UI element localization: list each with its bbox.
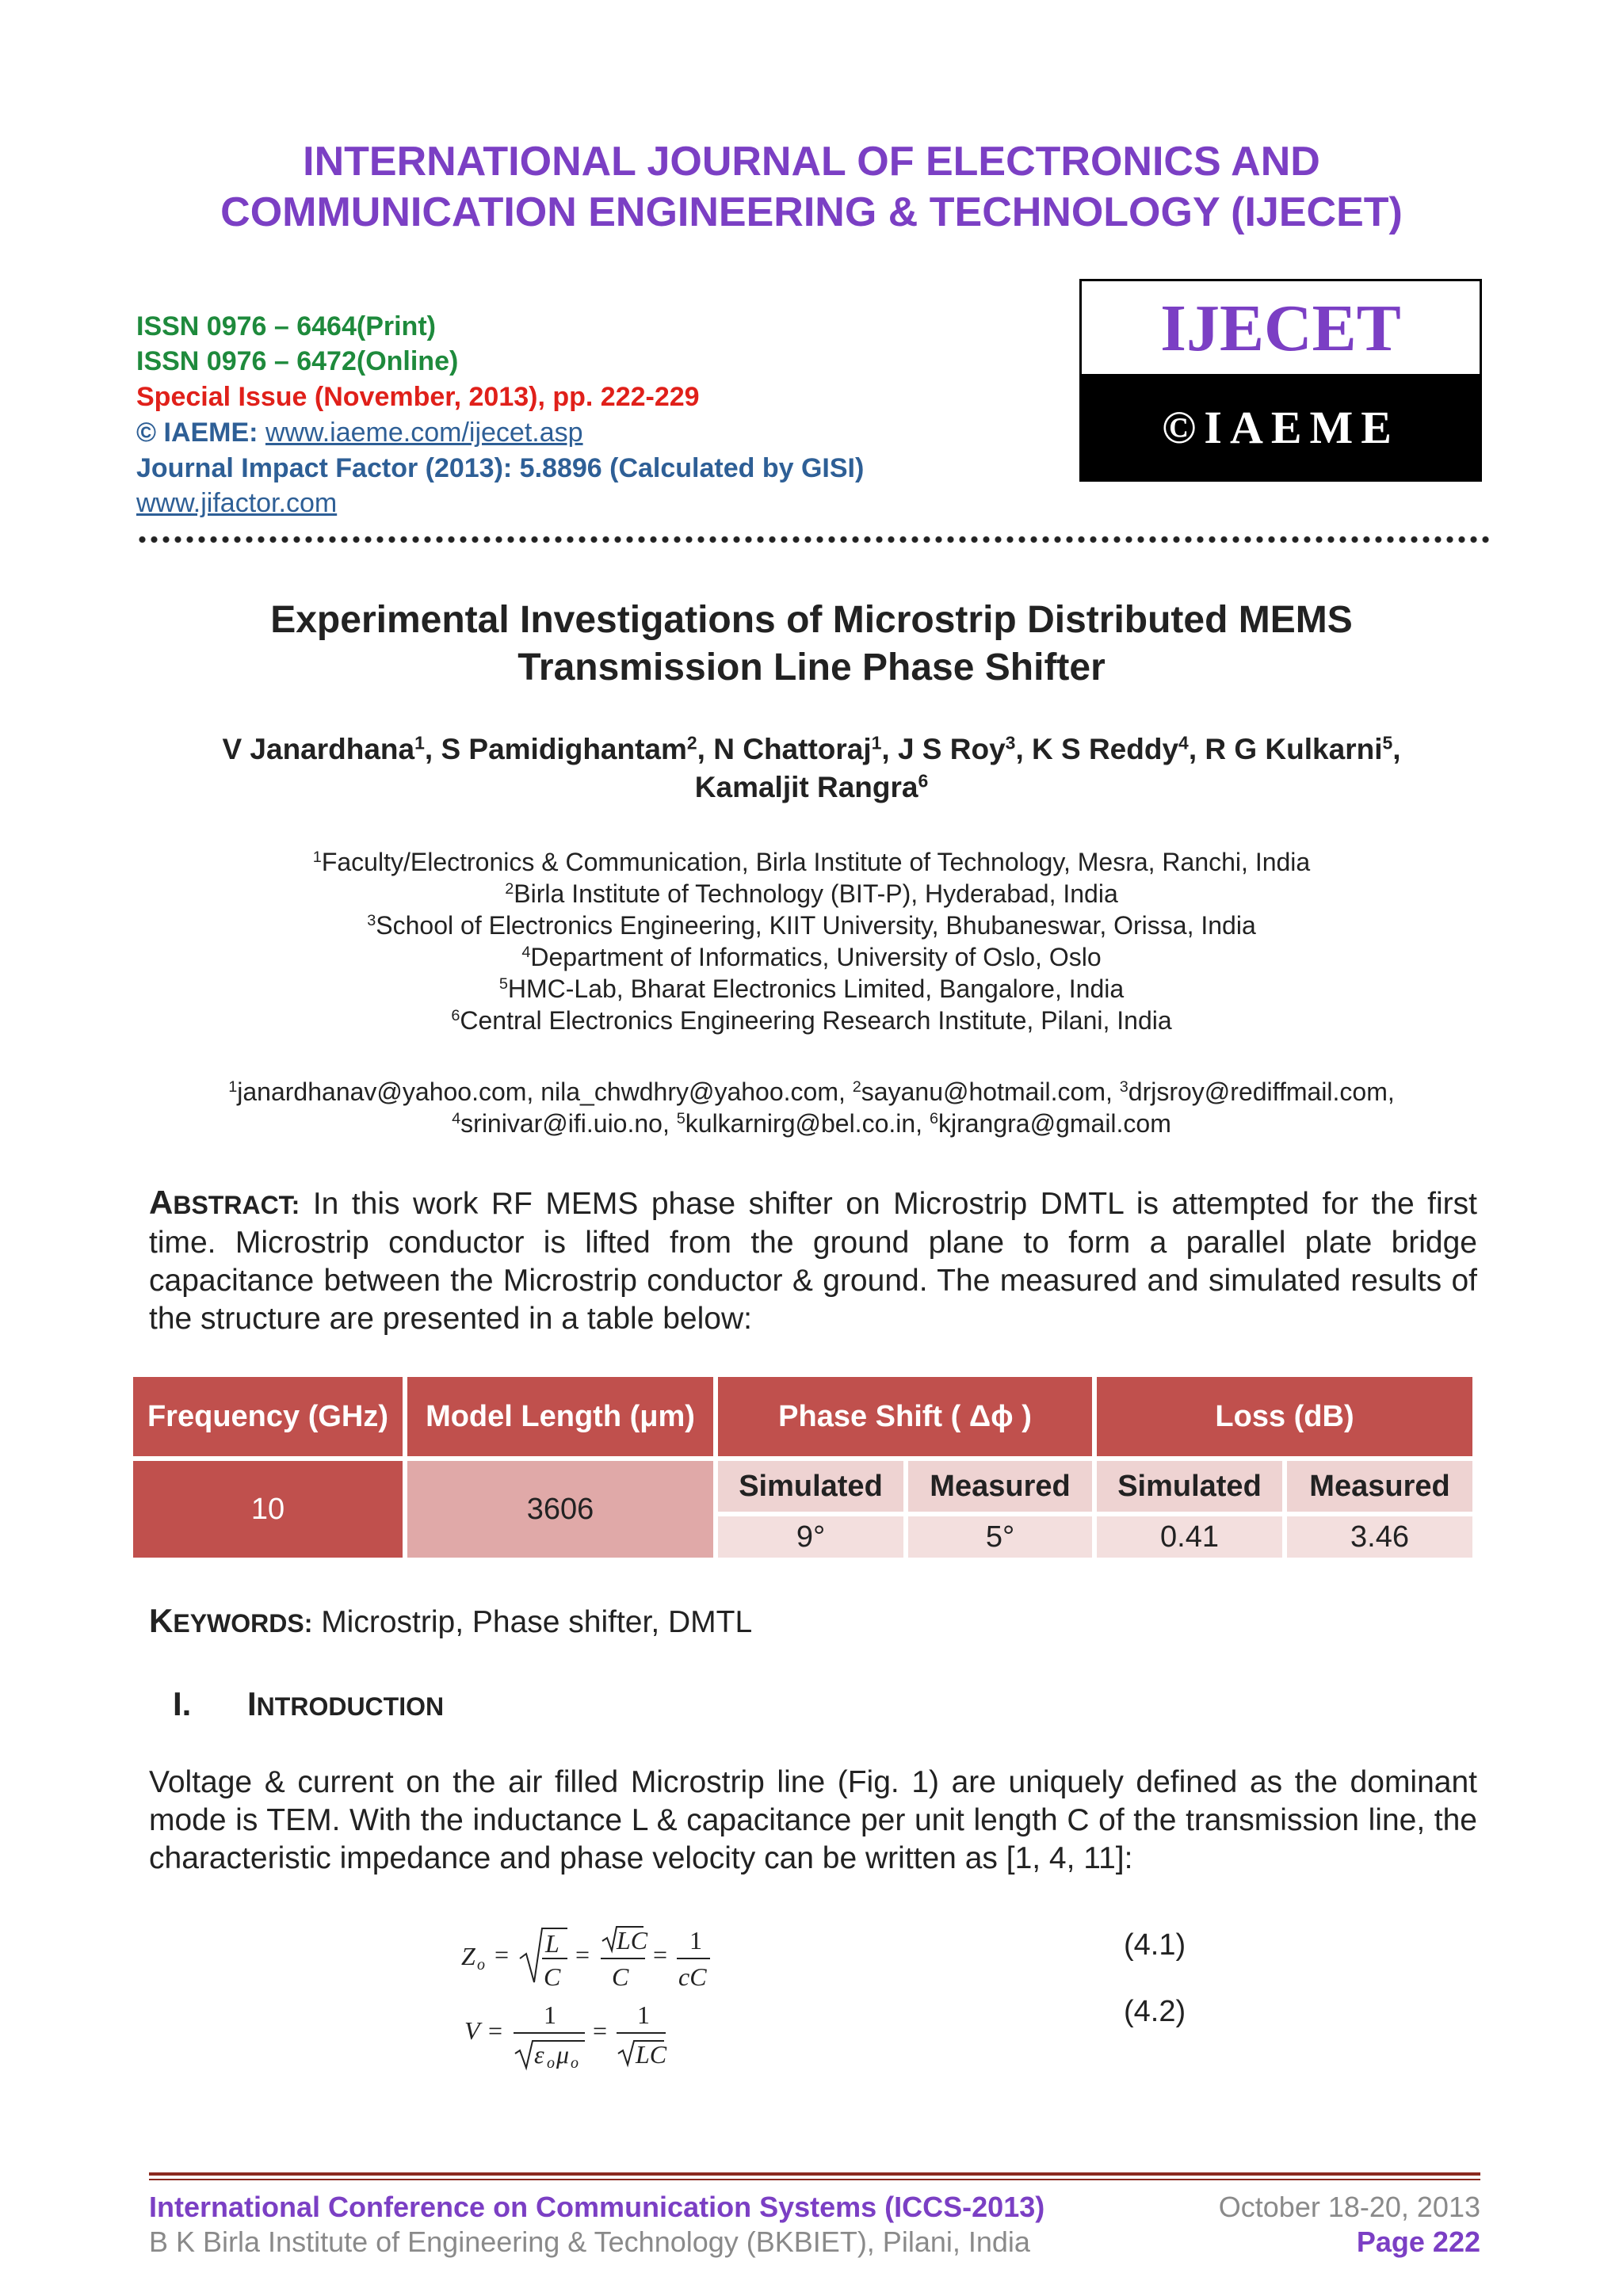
svg-text:L: L — [545, 1929, 559, 1958]
svg-text:=: = — [495, 1940, 510, 1969]
footer-institute: B K Birla Institute of Engineering & Technology (BKBIET), Pilani, India — [149, 2225, 1030, 2258]
keywords-label-rest: EYWORDS: — [173, 1609, 313, 1638]
affiliation-sup: 4 — [521, 944, 531, 962]
email: kjrangra@gmail.com — [938, 1109, 1171, 1138]
authors-line1: V Janardhana$^1$, S Pamidighantam$^2$, N Chattoraj$^1$, J S Roy$^3$, K S Reddy$^4$, R G Kulkarni$^5$, — [222, 732, 1401, 765]
header-frequency: Frequency (GHz) — [133, 1377, 403, 1456]
cell-model-length: 3606 — [407, 1461, 713, 1558]
footer-rule-thin — [149, 2179, 1480, 2180]
subheader-loss-measured: Measured — [1287, 1461, 1472, 1512]
subheader-phase-measured: Measured — [908, 1461, 1092, 1512]
svg-text:cC: cC — [678, 1962, 707, 1991]
author: J S Roy — [897, 733, 1006, 765]
email: srinivar@ifi.uio.no, — [460, 1109, 677, 1138]
abstract — [149, 1184, 1477, 1338]
author-sup: 3 — [1005, 732, 1016, 753]
svg-text:=: = — [593, 2016, 608, 2045]
introduction-paragraph: Voltage & current on the air filled Microstrip line (Fig. 1) are uniquely defined as the dominant mode is TEM. With the inductance L & capacitance per unit length C of the transmission line, the characteristic impedance and phase velocity can be written as [1, 4, 11]: — [149, 1765, 1477, 1875]
svg-text:C: C — [544, 1962, 561, 1991]
emails-line2 — [0, 1108, 1623, 1139]
journal-logo — [1079, 279, 1482, 482]
emails-line1 — [0, 1076, 1623, 1108]
value-phase-measured: 5° — [908, 1516, 1092, 1558]
author: N Chattoraj — [713, 733, 872, 765]
header-loss: Loss (dB) — [1097, 1377, 1472, 1456]
author: V Janardhana — [222, 733, 415, 765]
affiliation-text: School of Electronics Engineering, KIIT University, Bhubaneswar, Orissa, India — [376, 911, 1256, 940]
logo-bottom-text: ©IAEME — [1082, 376, 1480, 482]
svg-text:Z: Z — [461, 1942, 475, 1970]
section-title — [247, 1684, 444, 1732]
svg-text:o: o — [547, 2054, 555, 2072]
section-number: I. — [173, 1685, 192, 1722]
affiliation-text: HMC-Lab, Bharat Electronics Limited, Bangalore, India — [507, 974, 1125, 1003]
email-sup: 5 — [676, 1110, 685, 1128]
affiliation-text: Faculty/Electronics & Communication, Birla Institute of Technology, Mesra, Ranchi, India — [321, 848, 1311, 876]
section-title-initial: I — [247, 1685, 257, 1722]
abstract-label-initial: A — [149, 1184, 174, 1221]
subheader-phase-simulated: Simulated — [718, 1461, 903, 1512]
journal-title-line1: INTERNATIONAL JOURNAL OF ELECTRONICS AND — [303, 139, 1320, 185]
results-table — [133, 1377, 1472, 1558]
author-sup: 6 — [918, 770, 929, 791]
svg-text:=: = — [488, 2016, 503, 2045]
affiliation-sup: 3 — [367, 912, 376, 930]
affiliation-4 — [0, 941, 1623, 973]
email-sup: 4 — [452, 1110, 461, 1128]
author: R G Kulkarni — [1205, 733, 1383, 765]
equation-4-1 — [460, 1913, 729, 1998]
svg-text:1: 1 — [544, 2000, 556, 2029]
value-phase-simulated: 9° — [718, 1516, 903, 1558]
email-sup: 6 — [929, 1110, 938, 1128]
affiliation-sup: 5 — [498, 975, 508, 994]
header-model-length: Model Length (μm) — [407, 1377, 713, 1456]
value-loss-measured: 3.46 — [1287, 1516, 1472, 1558]
authors-line2 — [0, 769, 1623, 807]
author-sup: 1 — [414, 732, 425, 753]
jifactor-line — [136, 486, 337, 521]
equation-number-4-1: (4.1) — [1124, 1928, 1186, 1962]
cell-frequency: 10 — [133, 1461, 403, 1558]
abstract-text: In this work RF MEMS phase shifter on Microstrip DMTL is attempted for the first time. Microstrip conductor is lifted from the ground plane to form a parallel plate bridge capacitance between the Microstrip conductor & ground. The measured and simulated results of the structure are presented in a table below: — [149, 1187, 1477, 1336]
footer-rule-thick — [149, 2172, 1480, 2176]
issn-print: ISSN 0976 – 6464(Print) — [136, 311, 436, 341]
svg-text:LC: LC — [636, 2040, 667, 2069]
email: drjsroy@rediffmail.com, — [1128, 1077, 1395, 1106]
svg-text:1: 1 — [637, 2000, 650, 2029]
paper-title-line1: Experimental Investigations of Microstrip Distributed MEMS — [270, 599, 1353, 641]
dotted-divider — [136, 536, 1490, 543]
value-loss-simulated: 0.41 — [1097, 1516, 1282, 1558]
affiliation-2 — [0, 878, 1623, 910]
author-sup: 2 — [686, 732, 697, 753]
footer-conference: International Conference on Communication Systems (ICCS-2013) — [149, 2191, 1045, 2223]
affiliation-text: Birla Institute of Technology (BIT-P), Hyderabad, India — [514, 879, 1118, 908]
svg-text:=: = — [575, 1940, 590, 1969]
svg-text:μ: μ — [556, 2040, 570, 2069]
email: janardhanav@yahoo.com, nila_chwdhry@yahoo.com, — [237, 1077, 853, 1106]
affiliation-sup: 6 — [451, 1007, 460, 1025]
keywords-text: Microstrip, Phase shifter, DMTL — [321, 1605, 753, 1639]
affiliation-6 — [0, 1005, 1623, 1036]
author: S Pamidighantam — [441, 733, 687, 765]
keywords — [149, 1602, 1477, 1642]
affiliation-1 — [0, 846, 1623, 878]
section-title-rest: NTRODUCTION — [256, 1692, 445, 1721]
author-sup: 1 — [871, 732, 882, 753]
subheader-loss-simulated: Simulated — [1097, 1461, 1282, 1512]
author-sup: 5 — [1382, 732, 1393, 753]
author: K S Reddy — [1032, 733, 1179, 765]
iaeme-link[interactable]: www.iaeme.com/ijecet.asp — [265, 418, 583, 448]
affiliation-sup: 1 — [312, 849, 322, 867]
affiliation-3 — [0, 910, 1623, 941]
svg-text:V: V — [464, 2016, 480, 2045]
email-sup: 2 — [852, 1078, 861, 1097]
email: kulkarnirg@bel.co.in, — [685, 1109, 930, 1138]
issn-online: ISSN 0976 – 6472(Online) — [136, 346, 459, 376]
footer-date: October 18-20, 2013 — [1218, 2191, 1480, 2223]
svg-text:LC: LC — [617, 1926, 648, 1955]
equation-number-4-2: (4.2) — [1124, 1995, 1186, 2028]
svg-text:1: 1 — [689, 1926, 702, 1955]
iaeme-line — [136, 415, 583, 451]
svg-text:o: o — [571, 2054, 579, 2072]
iaeme-label: © IAEME: — [136, 418, 258, 448]
logo-top-text: IJECET — [1082, 281, 1480, 376]
author-sup: 4 — [1178, 732, 1189, 753]
author: Kamaljit Rangra — [694, 771, 918, 803]
abstract-label-rest: BSTRACT: — [173, 1191, 300, 1219]
journal-title-line2: COMMUNICATION ENGINEERING & TECHNOLOGY (IJECET) — [220, 189, 1403, 235]
special-issue: Special Issue (November, 2013), pp. 222-229 — [136, 382, 700, 412]
svg-text:ε: ε — [534, 2040, 544, 2069]
svg-text:=: = — [653, 1940, 668, 1969]
email-sup: 1 — [228, 1078, 238, 1097]
svg-text:C: C — [612, 1962, 629, 1991]
affiliation-5 — [0, 973, 1623, 1005]
affiliation-text: Central Electronics Engineering Research Institute, Pilani, India — [460, 1006, 1172, 1035]
email: sayanu@hotmail.com, — [861, 1077, 1120, 1106]
header-phase-shift: Phase Shift ( Δϕ ) — [718, 1377, 1092, 1456]
jifactor-link[interactable]: www.jifactor.com — [136, 488, 338, 518]
affiliation-sup: 2 — [505, 880, 514, 898]
email-sup: 3 — [1119, 1078, 1128, 1097]
impact-factor: Journal Impact Factor (2013): 5.8896 (Calculated by GISI) — [136, 453, 865, 483]
footer-page: Page 222 — [1356, 2225, 1480, 2258]
affiliation-text: Department of Informatics, University of Oslo, Oslo — [530, 943, 1102, 971]
paper-title-line2: Transmission Line Phase Shifter — [517, 646, 1106, 688]
svg-text:o: o — [477, 1956, 485, 1974]
keywords-label-initial: K — [149, 1602, 174, 1639]
equation-4-2 — [460, 1989, 729, 2074]
